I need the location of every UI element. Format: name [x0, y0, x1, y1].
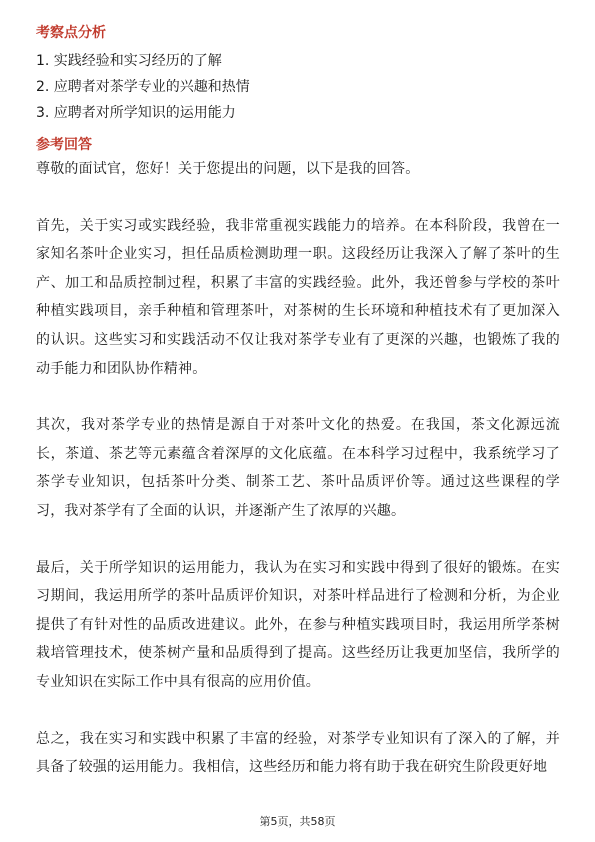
analysis-point: 3. 应聘者对所学知识的运用能力 — [36, 105, 236, 121]
analysis-point: 1. 实践经验和实习经历的了解 — [36, 53, 222, 69]
answer-paragraph: 总之，我在实习和实践中积累了丰富的经验，对茶学专业知识有了深入的了解，并具备了较强的运用能力。我相信，这些经历和能力将有助于我在研究生阶段更好地 — [36, 730, 560, 776]
page-content — [36, 23, 560, 782]
answer-paragraph: 最后，关于所学知识的运用能力，我认为在实习和实践中得到了很好的锻炼。在实习期间，我运用所学的茶叶品质评价知识，对茶叶样品进行了检测和分析，为企业提供了有针对性的品质改进建议。此外，在参与种植实践项目时，我运用所学茶树栽培管理技术，使茶树产量和品质得到了提高。这些经历让我更加坚信，我所学的专业知识在实际工作中具有很高的应用价值。 — [36, 559, 560, 690]
paragraph-gap — [36, 383, 560, 411]
answer-heading: 参考回答 — [36, 137, 92, 153]
analysis-point: 2. 应聘者对茶学专业的兴趣和热情 — [36, 79, 250, 95]
answer-greeting: 尊敬的面试官，您好！关于您提出的问题，以下是我的回答。 — [36, 161, 420, 177]
paragraph-gap — [36, 526, 560, 554]
paragraph-gap — [36, 184, 560, 212]
paragraph-gap — [36, 697, 560, 725]
page-number: 第5页，共58页 — [259, 815, 336, 828]
answer-paragraph: 首先，关于实习或实践经验，我非常重视实践能力的培养。在本科阶段，我曾在一家知名茶叶企业实习，担任品质检测助理一职。这段经历让我深入了解了茶叶的生产、加工和品质控制过程，积累了丰富的实践经验。此外，我还曾参与学校的茶叶种植实践项目，亲手种植和管理茶叶，对茶树的生长环境和种植技术有了更加深入的认识。这些实习和实践活动不仅让我对茶学专业有了更深的兴趣，也锻炼了我的动手能力和团队协作精神。 — [36, 217, 560, 377]
analysis-points — [36, 51, 560, 123]
analysis-heading: 考察点分析 — [36, 25, 106, 41]
answer-paragraph: 其次，我对茶学专业的热情是源自于对茶叶文化的热爱。在我国，茶文化源远流长，茶道、茶艺等元素蕴含着深厚的文化底蕴。在本科学习过程中，我系统学习了茶学专业知识，包括茶叶分类、制茶工艺、茶叶品质评价等。通过这些课程的学习，我对茶学有了全面的认识，并逐渐产生了浓厚的兴趣。 — [36, 417, 560, 519]
